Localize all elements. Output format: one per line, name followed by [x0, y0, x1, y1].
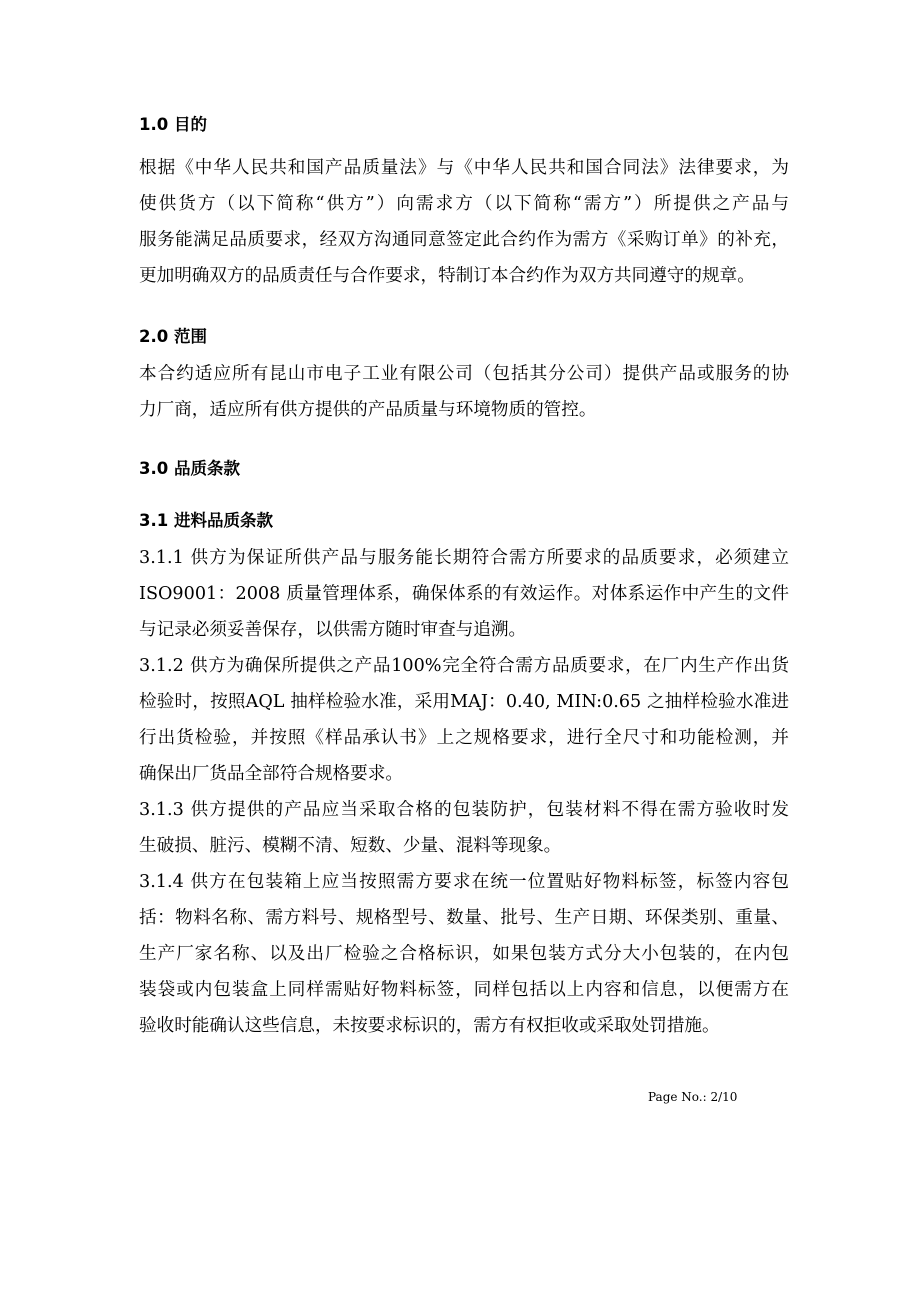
paragraph-line: 本合约适应所有昆山市电子工业有限公司（包括其分公司）提供产品或服务的协 — [139, 364, 789, 384]
paragraph-line: 括：物料名称、需方料号、规格型号、数量、批号、生产日期、环保类别、重量、 — [139, 908, 789, 928]
paragraph-line: 使供货方（以下简称“供方”）向需求方（以下简称“需方”）所提供之产品与 — [139, 194, 789, 214]
paragraph-line: 力厂商，适应所有供方提供的产品质量与环境物质的管控。 — [139, 400, 597, 420]
paragraph-line: 行出货检验，并按照《样品承认书》上之规格要求，进行全尺寸和功能检测，并 — [139, 728, 789, 748]
document-body — [139, 112, 789, 1044]
paragraph-line: 服务能满足品质要求，经双方沟通同意签定此合约作为需方《采购订单》的补充， — [139, 230, 789, 250]
paragraph-line: 生破损、脏污、模糊不清、短数、少量、混料等现象。 — [139, 836, 562, 856]
clause-3-1-4 — [139, 864, 789, 1044]
section-heading-incoming-quality: 3.1 进料品质条款 — [139, 511, 273, 530]
paragraph-line: 检验时，按照AQL 抽样检验水准，采用MAJ：0.40, MIN:0.65 之抽样检验水准进 — [139, 692, 789, 712]
paragraph-line: 验收时能确认这些信息，未按要求标识的，需方有权拒收或采取处罚措施。 — [139, 1016, 720, 1036]
page-number: Page No.: 2/10 — [648, 1090, 738, 1104]
purpose-paragraph — [139, 150, 789, 294]
section-heading-quality-terms: 3.0 品质条款 — [139, 459, 240, 478]
section-heading-purpose: 1.0 目的 — [139, 115, 207, 134]
paragraph-line: 3.1.4 供方在包装箱上应当按照需方要求在统一位置贴好物料标签，标签内容包 — [139, 872, 789, 892]
paragraph-line: 装袋或内包装盒上同样需贴好物料标签，同样包括以上内容和信息，以便需方在 — [139, 980, 789, 1000]
paragraph-line: 3.1.1 供方为保证所供产品与服务能长期符合需方所要求的品质要求，必须建立 — [139, 548, 789, 568]
clause-3-1-3 — [139, 792, 789, 864]
clause-3-1-1 — [139, 540, 789, 648]
paragraph-line: 3.1.2 供方为确保所提供之产品100%完全符合需方品质要求，在厂内生产作出货 — [139, 656, 789, 676]
paragraph-line: 更加明确双方的品质责任与合作要求，特制订本合约作为双方共同遵守的规章。 — [139, 266, 755, 286]
scope-paragraph — [139, 356, 789, 428]
paragraph-line: 生产厂家名称、以及出厂检验之合格标识，如果包装方式分大小包装的，在内包 — [139, 944, 789, 964]
paragraph-line: 与记录必须妥善保存，以供需方随时审查与追溯。 — [139, 620, 527, 640]
paragraph-line: 确保出厂货品全部符合规格要求。 — [139, 764, 403, 784]
paragraph-line: 根据《中华人民共和国产品质量法》与《中华人民共和国合同法》法律要求，为 — [139, 158, 789, 178]
paragraph-line: 3.1.3 供方提供的产品应当采取合格的包装防护，包装材料不得在需方验收时发 — [139, 800, 789, 820]
paragraph-line: ISO9001：2008 质量管理体系，确保体系的有效运作。对体系运作中产生的文件 — [139, 584, 789, 604]
section-heading-scope: 2.0 范围 — [139, 327, 207, 346]
clause-3-1-2 — [139, 648, 789, 792]
